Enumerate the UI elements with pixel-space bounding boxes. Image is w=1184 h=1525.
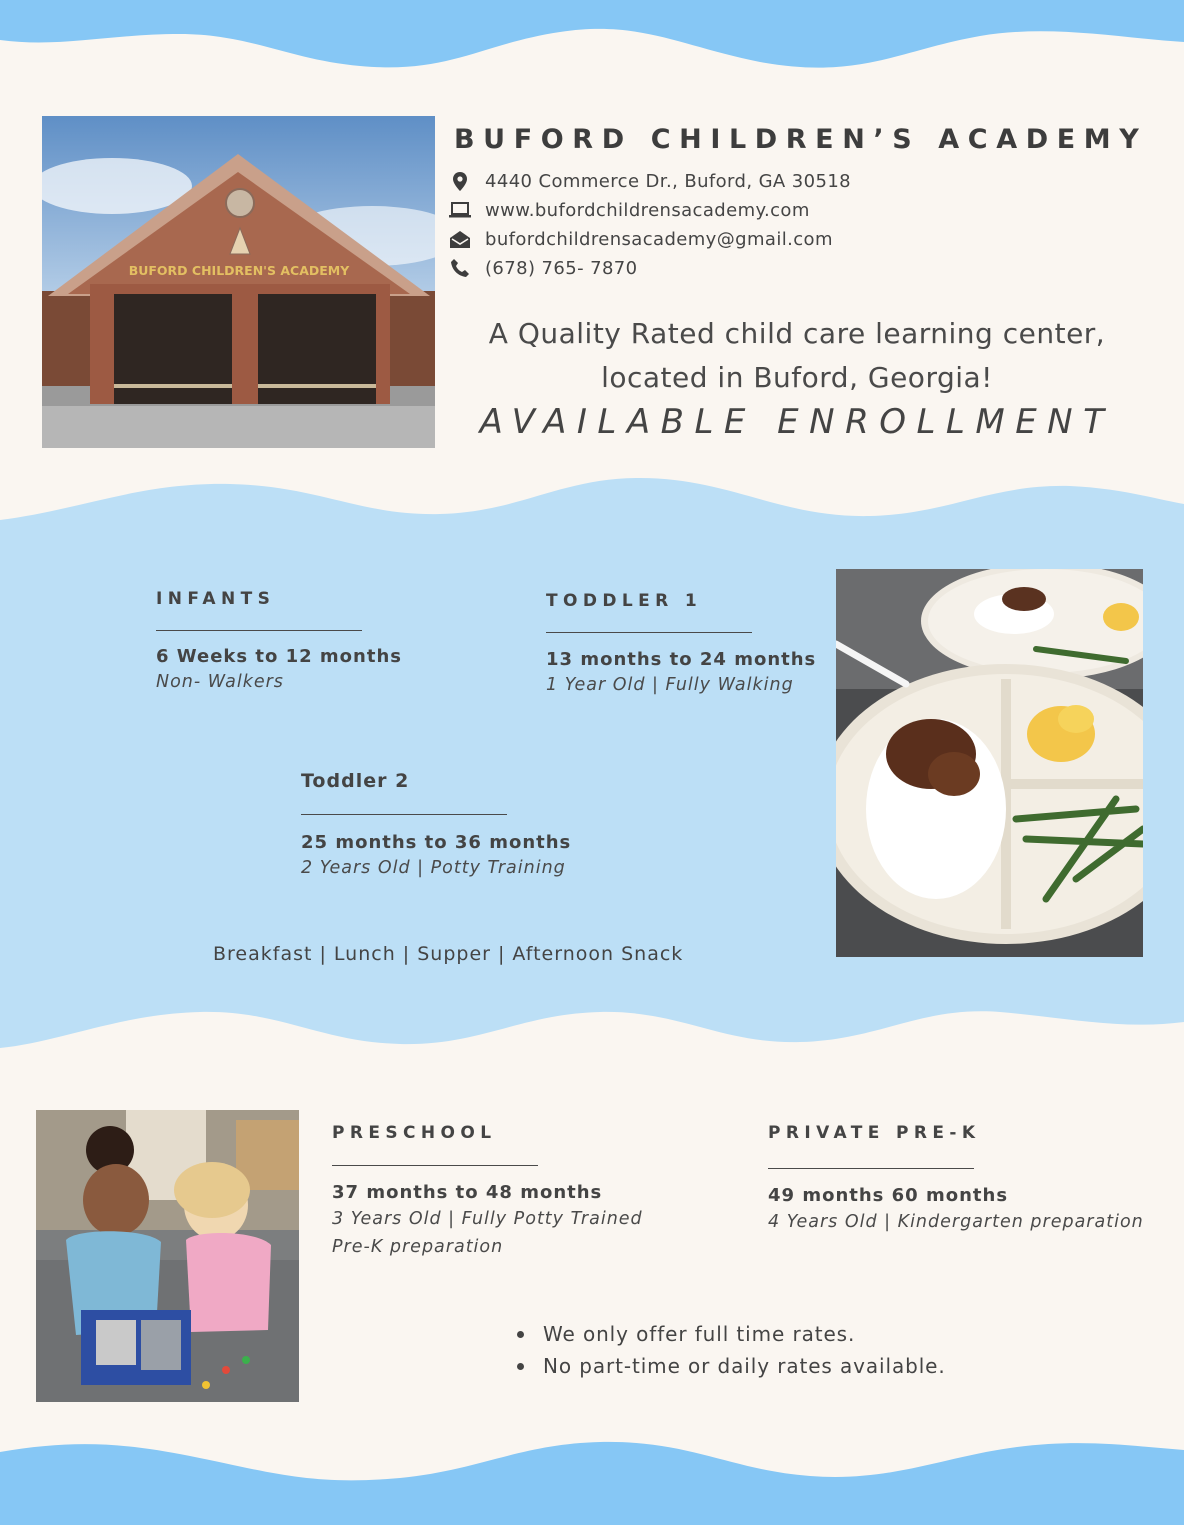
available-enrollment-heading: AVAILABLE ENROLLMENT <box>479 402 1115 442</box>
program-note: Pre-K preparation <box>332 1237 504 1257</box>
meals-offered: Breakfast | Lunch | Supper | Afternoon Snack <box>213 943 684 965</box>
program-title: INFANTS <box>156 589 276 609</box>
school-building-photo <box>42 116 435 448</box>
program-note: 1 Year Old | Fully Walking <box>546 675 794 695</box>
contact-phone <box>448 255 638 281</box>
rates-list <box>514 1318 946 1382</box>
program-toddler-2 <box>301 770 571 882</box>
program-note: 4 Years Old | Kindergarten preparation <box>768 1212 1144 1232</box>
top-wave <box>0 0 1184 100</box>
bottom-wave <box>0 1430 1184 1525</box>
tagline-line-2: located in Buford, Georgia! <box>601 361 993 394</box>
program-preschool <box>332 1123 643 1261</box>
program-note: 2 Years Old | Potty Training <box>301 858 566 878</box>
program-age-range: 25 months to 36 months <box>301 832 572 853</box>
meal-plate-photo <box>836 569 1143 957</box>
program-title: PRIVATE PRE-K <box>768 1123 981 1143</box>
program-toddler-1 <box>546 591 816 699</box>
divider <box>156 630 362 631</box>
map-pin-icon <box>448 171 472 191</box>
program-title: TODDLER 1 <box>546 591 703 611</box>
tagline <box>440 312 1154 400</box>
program-infants <box>156 589 402 696</box>
program-age-range: 6 Weeks to 12 months <box>156 646 402 667</box>
program-note: Non- Walkers <box>156 672 284 692</box>
laptop-icon <box>448 200 472 220</box>
rates-item: We only offer full time rates. <box>514 1318 946 1350</box>
school-title: BUFORD CHILDREN’S ACADEMY <box>454 124 1148 155</box>
divider <box>546 632 752 633</box>
program-private-pre-k <box>768 1123 1144 1236</box>
program-title: PRESCHOOL <box>332 1123 497 1143</box>
contact-website <box>448 197 810 223</box>
phone-number[interactable]: (678) 765- 7870 <box>485 257 638 279</box>
email-link[interactable]: bufordchildrensacademy@gmail.com <box>485 228 833 250</box>
envelope-open-icon <box>448 229 472 249</box>
program-age-range: 13 months to 24 months <box>546 649 817 670</box>
program-age-range: 49 months 60 months <box>768 1185 1009 1206</box>
address-text: 4440 Commerce Dr., Buford, GA 30518 <box>485 170 852 192</box>
program-age-range: 37 months to 48 months <box>332 1182 603 1203</box>
website-link[interactable]: www.bufordchildrensacademy.com <box>485 199 810 221</box>
program-note: 3 Years Old | Fully Potty Trained <box>332 1209 643 1229</box>
divider <box>768 1168 974 1169</box>
program-title: Toddler 2 <box>301 770 410 792</box>
divider <box>332 1165 538 1166</box>
tagline-line-1: A Quality Rated child care learning center, <box>488 317 1106 350</box>
rates-item: No part-time or daily rates available. <box>514 1350 946 1382</box>
phone-icon <box>448 258 472 278</box>
building-sign-text: BUFORD CHILDREN'S ACADEMY <box>128 263 350 278</box>
contact-email <box>448 226 833 252</box>
contact-address <box>448 168 851 194</box>
divider <box>301 814 507 815</box>
children-playing-photo <box>36 1110 299 1402</box>
